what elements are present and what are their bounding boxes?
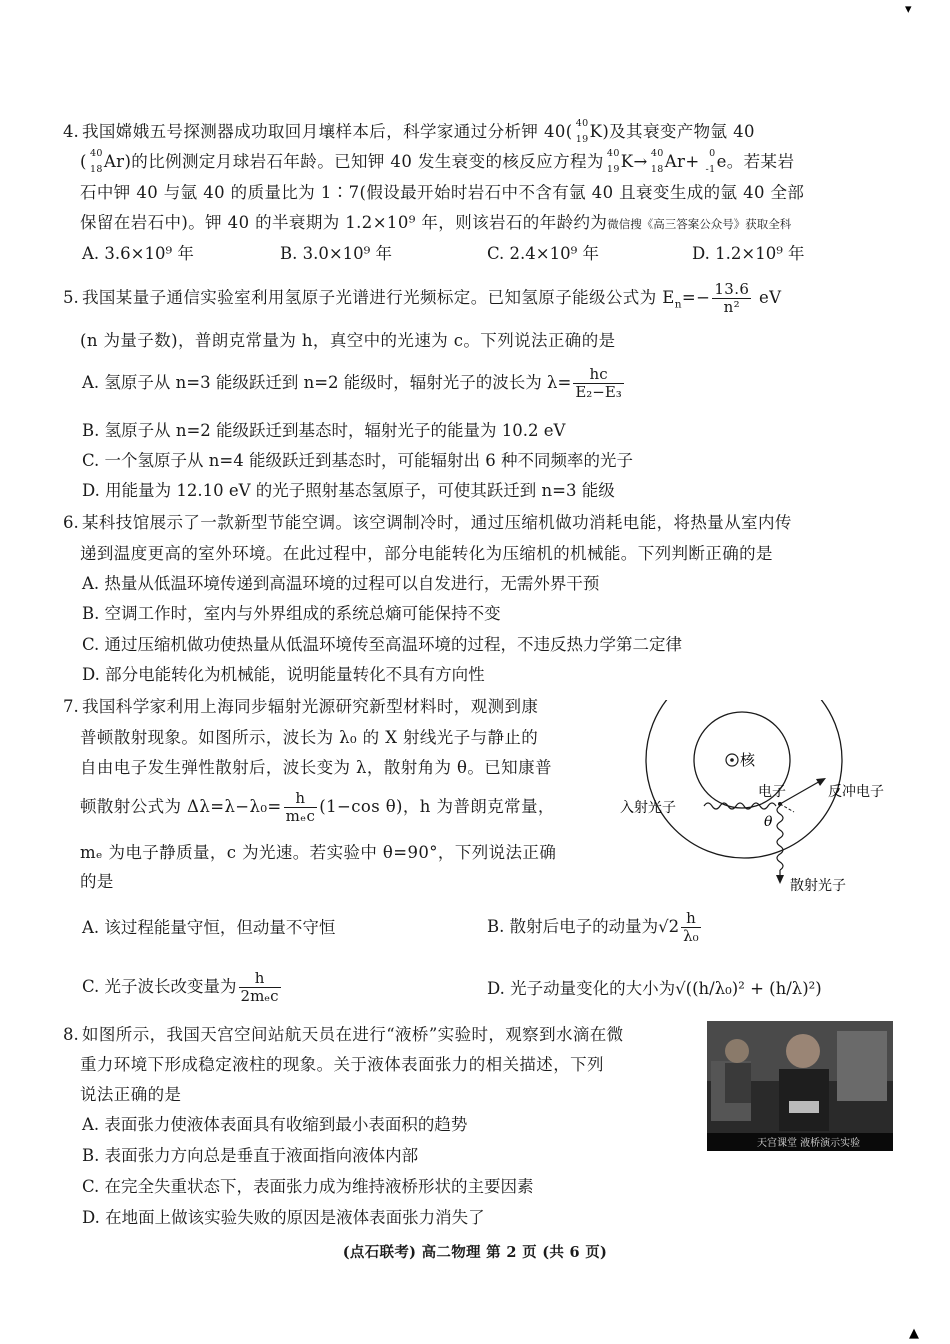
q4-line-1: 我国嫦娥五号探测器成功取回月壤样本后，科学家通过分析钾 40( 40 19 K)及其衰变产物氩 40 xyxy=(82,117,755,145)
q7-line-4: 顿散射公式为 Δλ=λ−λ₀= $\frac{h}{\text{mₑc}}$ (1−cos θ)，h 为普朗克常量， xyxy=(80,789,555,825)
q7-line-3: 自由电子发生弹性散射后，波长变为 λ，散射角为 θ。已知康普 xyxy=(80,758,552,777)
q4-option-b: B. 3.0×10⁹ 年 xyxy=(280,244,393,263)
q4-option-d: D. 1.2×10⁹ 年 xyxy=(692,244,805,263)
page-footer: (点石联考) 高二物理 第 2 页 (共 6 页) xyxy=(342,1244,608,1261)
recoil-electron-label: 反冲电子 xyxy=(828,784,884,800)
q8-line-3: 说法正确的是 xyxy=(80,1085,182,1104)
outer-orbit xyxy=(646,700,842,858)
q8-line-1: 如图所示，我国天宫空间站航天员在进行“液桥”实验时，观察到水滴在微 xyxy=(82,1025,624,1044)
q7-option-c: C. 光子波长改变量为 $\frac{h}{\text{2mₑc}}$ xyxy=(82,969,279,1005)
q6-option-a: A. 热量从低温环境传递到高温环境的过程可以自发进行，无需外界干预 xyxy=(82,574,600,593)
q6-number: 6. xyxy=(63,513,79,532)
q6-option-b: B. 空调工作时，室内与外界组成的系统总熵可能保持不变 xyxy=(82,604,501,623)
q8-line-2: 重力环境下形成稳定液柱的现象。关于液体表面张力的相关描述，下列 xyxy=(80,1055,604,1074)
q7-line-2: 普顿散射现象。如图所示，波长为 λ₀ 的 X 射线光子与静止的 xyxy=(80,728,539,747)
q5-option-b: B. 氢原子从 n=2 能级跃迁到基态时，辐射光子的能量为 10.2 eV xyxy=(82,421,566,440)
astronaut-left xyxy=(725,1039,749,1063)
q7-option-a: A. 该过程能量守恒，但动量不守恒 xyxy=(82,918,336,937)
recoil-electron-arrow xyxy=(780,780,822,804)
q7-line-1: 我国科学家利用上海同步辐射光源研究新型材料时，观测到康 xyxy=(82,697,539,716)
q5-option-a: A. 氢原子从 n=3 能级跃迁到 n=2 能级时，辐射光子的波长为 λ= $\frac{hc}{\text{E₂−E₃}}$ xyxy=(82,365,622,401)
scattered-photon-wave xyxy=(777,806,783,870)
q4-line-3: 石中钾 40 与氩 40 的质量比为 1∶7(假设最开始时岩石中不含有氩 40 且衰变生成的氩 40 全部 xyxy=(80,183,805,202)
q4-option-c: C. 2.4×10⁹ 年 xyxy=(487,244,599,263)
q5-option-c: C. 一个氢原子从 n=4 能级跃迁到基态时，可能辐射出 6 种不同频率的光子 xyxy=(82,451,633,470)
liquid-bridge-photo xyxy=(707,1021,893,1151)
q5-number: 5. xyxy=(63,288,79,307)
q7-number: 7. xyxy=(63,697,79,716)
q6-option-d: D. 部分电能转化为机械能，说明能量转化不具有方向性 xyxy=(82,665,485,684)
q8-option-b: B. 表面张力方向总是垂直于液面指向液体内部 xyxy=(82,1146,419,1165)
astronaut-center xyxy=(786,1034,820,1068)
theta-label: θ xyxy=(764,814,773,830)
q8-option-a: A. 表面张力使液体表面具有收缩到最小表面积的趋势 xyxy=(82,1115,468,1134)
q5-line-2: (n 为量子数)，普朗克常量为 h，真空中的光速为 c。下列说法正确的是 xyxy=(80,331,616,350)
watermark-text: 微信搜《高三答案公众号》获取全科 xyxy=(607,217,792,231)
q4-line-4: 保留在岩石中)。钾 40 的半衰期为 1.2×10⁹ 年，则该岩石的年龄约为微信搜《高三答案公众号》获取全科 xyxy=(80,213,792,232)
q4-line-2: ( 40 18 Ar)的比例测定月球岩石年龄。已知钾 40 发生衰变的核反应方程为 40 19 K→ 40 18 Ar+ 0 -1 e。若某岩 xyxy=(80,147,795,175)
q8-number: 8. xyxy=(63,1025,79,1044)
photo-caption: 天宫课堂 液桥演示实验 xyxy=(757,1138,861,1149)
q6-line-2: 递到温度更高的室外环境。在此过程中，部分电能转化为压缩机的机械能。下列判断正确的是 xyxy=(80,544,773,563)
electron-label: 电子 xyxy=(758,784,786,800)
corner-mark: ▾ xyxy=(905,2,912,17)
incident-photon-label: 入射光子 xyxy=(620,800,676,816)
q7-line-6: 的是 xyxy=(80,872,114,891)
q8-option-c: C. 在完全失重状态下，表面张力成为维持液桥形状的主要因素 xyxy=(82,1177,534,1196)
q4-option-a: A. 3.6×10⁹ 年 xyxy=(82,244,194,263)
energy-level-fraction: $\frac{13.6}{\text{n²}}$ xyxy=(714,280,750,316)
q5-option-d: D. 用能量为 12.10 eV 的光子照射基态氢原子，可使其跃迁到 n=3 能级 xyxy=(82,481,615,500)
q7-line-5: mₑ 为电子静质量，c 为光速。若实验中 θ=90°，下列说法正确 xyxy=(80,843,557,862)
q6-line-1: 某科技馆展示了一款新型节能空调。该空调制冷时，通过压缩机做功消耗电能，将热量从室内传 xyxy=(82,513,792,532)
q6-option-c: C. 通过压缩机做功使热量从低温环境传至高温环境的过程，不违反热力学第二定律 xyxy=(82,635,683,654)
q4-number: 4. xyxy=(63,122,79,141)
k40-isotope: 40 19 xyxy=(575,117,589,145)
q5-line-1: 我国某量子通信实验室利用氢原子光谱进行光频标定。已知氢原子能级公式为 $E_n=-$ $\frac{13.6}{\text{n²}}$ eV xyxy=(82,280,782,316)
q7-option-d: D. 光子动量变化的大小为√((h/λ₀)² + (h/λ)²) xyxy=(487,979,822,998)
q8-option-d: D. 在地面上做该实验失败的原因是液体表面张力消失了 xyxy=(82,1208,485,1227)
q7-option-b: B. 散射后电子的动量为√2 $\frac{h}{\text{λ₀}}$ xyxy=(487,909,699,945)
scattered-photon-label: 散射光子 xyxy=(790,878,846,894)
corner-mark-bottom: ▲ xyxy=(909,1326,919,1341)
nucleus-label: 核 xyxy=(740,751,756,769)
compton-scattering-diagram xyxy=(612,700,902,904)
